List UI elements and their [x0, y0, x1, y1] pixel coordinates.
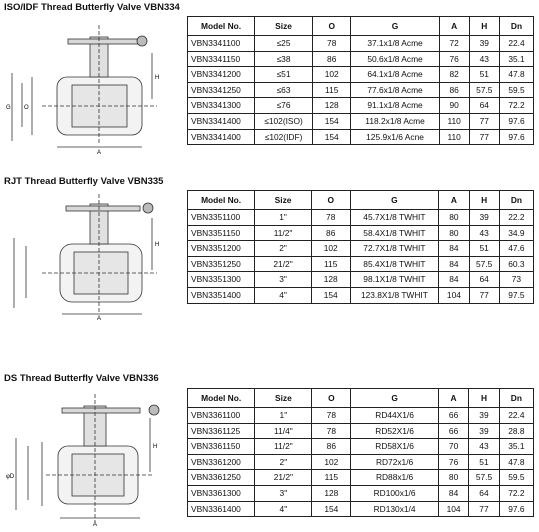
cell-a: 84	[438, 485, 468, 501]
cell-dn: 47.8	[499, 67, 533, 83]
cell-size: 4"	[255, 287, 312, 303]
cell-size: 3"	[255, 485, 312, 501]
cell-o: 115	[311, 256, 350, 272]
header-a: A	[438, 389, 468, 408]
spec-table	[187, 190, 534, 304]
cell-model: VBN3361150	[188, 439, 255, 455]
cell-o: 128	[312, 98, 350, 114]
cell-size: ≤25	[255, 36, 313, 52]
table-row	[188, 423, 534, 439]
cell-o: 102	[312, 67, 350, 83]
spec-table	[187, 16, 534, 145]
cell-h: 43	[469, 439, 499, 455]
cell-o: 115	[312, 470, 351, 486]
cell-size: 11/2"	[255, 225, 312, 241]
cell-model: VBN3341300	[188, 98, 255, 114]
cell-o: 86	[312, 439, 351, 455]
cell-dn: 73	[499, 272, 533, 288]
cell-a: 66	[438, 423, 468, 439]
cell-model: VBN3361125	[188, 423, 255, 439]
cell-model: VBN3351200	[188, 241, 255, 257]
label-outer: O	[24, 105, 29, 111]
valve-drawing	[2, 190, 182, 320]
cell-g: RD100x1/6	[351, 485, 439, 501]
header-h: H	[469, 389, 499, 408]
cell-h: 57.5	[469, 470, 499, 486]
cell-dn: 97.5	[499, 287, 533, 303]
cell-size: 1"	[255, 210, 312, 226]
cell-h: 51	[469, 454, 499, 470]
cell-h: 57.5	[469, 256, 499, 272]
cell-a: 80	[438, 470, 468, 486]
header-g: G	[351, 17, 439, 36]
cell-size: ≤63	[255, 82, 313, 98]
cell-o: 128	[312, 485, 351, 501]
cell-size: 3"	[255, 272, 312, 288]
table-row	[188, 113, 534, 129]
table-header-row	[188, 389, 534, 408]
valve-drawing	[2, 15, 182, 155]
cell-g: 123.8X1/8 TWHIT	[350, 287, 439, 303]
header-model: Model No.	[188, 17, 255, 36]
cell-o: 154	[312, 501, 351, 517]
cell-h: 39	[469, 423, 499, 439]
cell-size: ≤102(ISO)	[255, 113, 313, 129]
cell-a: 104	[438, 501, 468, 517]
table-row	[188, 210, 534, 226]
cell-o: 154	[312, 113, 350, 129]
header-h: H	[469, 191, 499, 210]
cell-o: 102	[311, 241, 350, 257]
cell-dn: 35.1	[499, 51, 533, 67]
cell-size: ≤51	[255, 67, 313, 83]
header-model: Model No.	[188, 191, 255, 210]
table-row	[188, 454, 534, 470]
cell-g: 50.6x1/8 Acme	[351, 51, 439, 67]
cell-model: VBN3341100	[188, 36, 255, 52]
cell-o: 154	[312, 129, 350, 145]
cell-size: 2"	[255, 454, 312, 470]
cell-h: 43	[469, 51, 499, 67]
section-title: DS Thread Butterfly Valve VBN336	[4, 373, 159, 384]
cell-h: 77	[469, 113, 499, 129]
cell-g: RD130x1/4	[351, 501, 439, 517]
label-width: A	[97, 316, 102, 320]
header-size: Size	[255, 17, 313, 36]
table-row	[188, 36, 534, 52]
valve-drawing	[2, 388, 182, 530]
label-width: A	[97, 150, 102, 155]
cell-a: 80	[439, 225, 469, 241]
cell-h: 43	[469, 225, 499, 241]
cell-dn: 59.5	[499, 82, 533, 98]
cell-model: VBN3351300	[188, 272, 255, 288]
label-height: H	[155, 242, 160, 248]
section-vbn335	[0, 172, 539, 322]
cell-dn: 60.3	[499, 256, 533, 272]
table-row	[188, 485, 534, 501]
cell-g: 91.1x1/8 Acme	[351, 98, 439, 114]
cell-g: RD58X1/6	[351, 439, 439, 455]
cell-o: 78	[312, 408, 351, 424]
cell-g: 37.1x1/8 Acme	[351, 36, 439, 52]
table-row	[188, 272, 534, 288]
cell-dn: 22.2	[499, 210, 533, 226]
label-thread: G	[6, 105, 11, 111]
cell-dn: 22.4	[499, 36, 533, 52]
cell-h: 77	[469, 501, 499, 517]
cell-model: VBN3341400	[188, 113, 255, 129]
cell-h: 39	[469, 408, 499, 424]
cell-a: 84	[439, 272, 469, 288]
table-row	[188, 439, 534, 455]
cell-h: 64	[469, 98, 499, 114]
table-row	[188, 67, 534, 83]
cell-model: VBN3341400	[188, 129, 255, 145]
cell-h: 77	[469, 129, 499, 145]
cell-o: 86	[311, 225, 350, 241]
cell-size: 11/4"	[255, 423, 312, 439]
cell-g: 77.6x1/8 Acme	[351, 82, 439, 98]
table-row	[188, 225, 534, 241]
cell-size: 11/2"	[255, 439, 312, 455]
cell-o: 78	[311, 210, 350, 226]
table-row	[188, 51, 534, 67]
spec-table	[187, 388, 534, 517]
table-row	[188, 256, 534, 272]
table-header-row	[188, 191, 534, 210]
cell-o: 102	[312, 454, 351, 470]
cell-h: 51	[469, 67, 499, 83]
cell-g: RD44X1/6	[351, 408, 439, 424]
cell-model: VBN3361400	[188, 501, 255, 517]
cell-g: RD88x1/6	[351, 470, 439, 486]
cell-o: 128	[311, 272, 350, 288]
cell-dn: 28.8	[499, 423, 533, 439]
cell-g: 85.4X1/8 TWHIT	[350, 256, 439, 272]
header-g: G	[350, 191, 439, 210]
label-bore: φD	[6, 474, 15, 480]
cell-size: 21/2"	[255, 256, 312, 272]
cell-h: 39	[469, 36, 499, 52]
cell-size: 4"	[255, 501, 312, 517]
cell-size: 2"	[255, 241, 312, 257]
table-row	[188, 98, 534, 114]
header-o: O	[312, 389, 351, 408]
cell-model: VBN3361250	[188, 470, 255, 486]
cell-dn: 72.2	[499, 98, 533, 114]
cell-g: RD52X1/6	[351, 423, 439, 439]
section-title: ISO/IDF Thread Butterfly Valve VBN334	[4, 2, 180, 13]
cell-dn: 22.4	[499, 408, 533, 424]
cell-g: 98.1X1/8 TWHIT	[350, 272, 439, 288]
cell-dn: 47.8	[499, 454, 533, 470]
cell-size: 21/2"	[255, 470, 312, 486]
cell-size: ≤38	[255, 51, 313, 67]
table-row	[188, 129, 534, 145]
cell-o: 115	[312, 82, 350, 98]
header-dn: Dn	[499, 17, 533, 36]
cell-dn: 72.2	[499, 485, 533, 501]
cell-a: 110	[439, 129, 469, 145]
header-size: Size	[255, 389, 312, 408]
header-dn: Dn	[499, 191, 533, 210]
cell-a: 82	[439, 67, 469, 83]
header-o: O	[311, 191, 350, 210]
cell-h: 77	[469, 287, 499, 303]
table-row	[188, 241, 534, 257]
header-size: Size	[255, 191, 312, 210]
header-h: H	[469, 17, 499, 36]
header-a: A	[439, 17, 469, 36]
cell-h: 51	[469, 241, 499, 257]
cell-dn: 59.5	[499, 470, 533, 486]
cell-a: 76	[439, 51, 469, 67]
table-row	[188, 470, 534, 486]
cell-size: 1"	[255, 408, 312, 424]
cell-a: 84	[439, 256, 469, 272]
cell-dn: 97.6	[499, 113, 533, 129]
cell-model: VBN3341250	[188, 82, 255, 98]
cell-g: 72.7X1/8 TWHIT	[350, 241, 439, 257]
cell-a: 76	[438, 454, 468, 470]
cell-model: VBN3361300	[188, 485, 255, 501]
cell-a: 72	[439, 36, 469, 52]
cell-model: VBN3351100	[188, 210, 255, 226]
section-vbn336	[0, 368, 539, 532]
section-title: RJT Thread Butterfly Valve VBN335	[4, 176, 164, 187]
label-height: H	[153, 444, 158, 450]
cell-model: VBN3361100	[188, 408, 255, 424]
cell-a: 70	[438, 439, 468, 455]
cell-g: RD72x1/6	[351, 454, 439, 470]
header-g: G	[351, 389, 439, 408]
cell-h: 64	[469, 485, 499, 501]
cell-h: 57.5	[469, 82, 499, 98]
cell-a: 84	[439, 241, 469, 257]
cell-dn: 47.6	[499, 241, 533, 257]
label-width: A	[93, 522, 98, 528]
cell-a: 110	[439, 113, 469, 129]
cell-a: 80	[439, 210, 469, 226]
cell-model: VBN3361200	[188, 454, 255, 470]
table-row	[188, 408, 534, 424]
table-row	[188, 287, 534, 303]
cell-o: 154	[311, 287, 350, 303]
cell-model: VBN3341200	[188, 67, 255, 83]
header-dn: Dn	[499, 389, 533, 408]
table-row	[188, 82, 534, 98]
cell-h: 39	[469, 210, 499, 226]
table-header-row	[188, 17, 534, 36]
cell-model: VBN3341150	[188, 51, 255, 67]
cell-g: 118.2x1/8 Acme	[351, 113, 439, 129]
cell-g: 125.9x1/6 Acne	[351, 129, 439, 145]
cell-size: ≤102(IDF)	[255, 129, 313, 145]
cell-model: VBN3351400	[188, 287, 255, 303]
cell-a: 104	[439, 287, 469, 303]
cell-g: 45.7X1/8 TWHIT	[350, 210, 439, 226]
header-o: O	[312, 17, 350, 36]
table-row	[188, 501, 534, 517]
cell-dn: 35.1	[499, 439, 533, 455]
label-height: H	[155, 75, 160, 81]
cell-h: 64	[469, 272, 499, 288]
cell-dn: 34.9	[499, 225, 533, 241]
cell-o: 78	[312, 423, 351, 439]
cell-g: 64.1x1/8 Acme	[351, 67, 439, 83]
cell-o: 78	[312, 36, 350, 52]
cell-a: 66	[438, 408, 468, 424]
cell-o: 86	[312, 51, 350, 67]
header-model: Model No.	[188, 389, 255, 408]
cell-a: 90	[439, 98, 469, 114]
header-a: A	[439, 191, 469, 210]
cell-dn: 97.6	[499, 129, 533, 145]
cell-model: VBN3351150	[188, 225, 255, 241]
cell-model: VBN3351250	[188, 256, 255, 272]
cell-a: 86	[439, 82, 469, 98]
section-vbn334	[0, 0, 539, 160]
cell-g: 58.4X1/8 TWHIT	[350, 225, 439, 241]
cell-dn: 97.6	[499, 501, 533, 517]
cell-size: ≤76	[255, 98, 313, 114]
